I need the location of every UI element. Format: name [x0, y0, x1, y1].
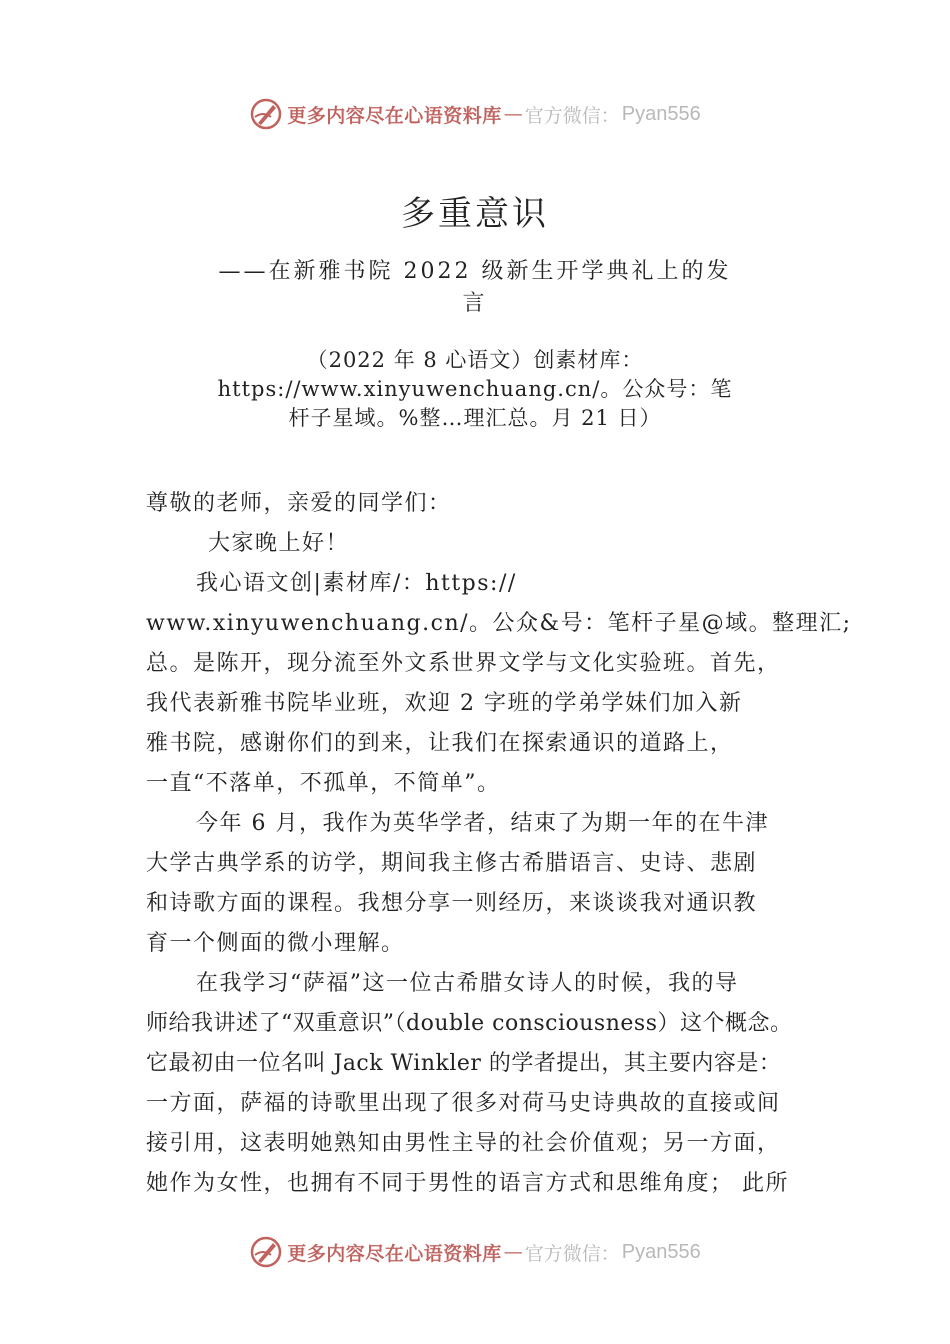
source-line: （2022 年 8 心语文）创素材库： — [306, 348, 644, 372]
greeting: 大家晚上好！ — [208, 531, 350, 556]
body-line: 我心语文创|素材库/：https:// — [196, 571, 517, 596]
document-title: 多重意识 — [401, 194, 549, 234]
quill-logo-icon — [249, 1235, 283, 1269]
document-subtitle — [205, 256, 745, 320]
subtitle-line: ——在新雅书院 2022 级新生开学典礼上的发 — [218, 259, 732, 284]
banner-dash: — — [503, 103, 523, 125]
body-line: 今年 6 月，我作为英华学者，结束了为期一年的在牛津 — [196, 811, 769, 836]
body-line: 雅书院，感谢你们的到来，让我们在探索通识的道路上， — [146, 731, 734, 756]
body-line: 和诗歌方面的课程。我想分享一则经历，来谈谈我对通识教 — [146, 891, 758, 916]
salutation: 尊敬的老师，亲爱的同学们： — [146, 491, 452, 516]
body-line: 总。是陈开，现分流至外文系世界文学与文化实验班。首先， — [146, 651, 781, 676]
body-line: 大学古典学系的访学，期间我主修古希腊语言、史诗、悲剧 — [146, 851, 758, 876]
banner-dash: — — [503, 1241, 523, 1263]
banner-wechat-label: 官方微信： — [524, 104, 620, 127]
quill-logo-icon — [249, 97, 283, 131]
subtitle-line: 言 — [462, 291, 488, 316]
source-line: https://www.xinyuwenchuang.cn/。公众号：笔 — [217, 377, 733, 401]
body-line: 接引用，这表明她熟知由男性主导的社会价值观；另一方面， — [146, 1131, 781, 1156]
body-line: 育一个侧面的微小理解。 — [146, 931, 405, 956]
banner-text: 更多内容尽在心语资料库 — [287, 1242, 502, 1265]
body-line: 师给我讲述了“双重意识”（double consciousness）这个概念。 — [146, 1011, 793, 1036]
document-body — [146, 484, 852, 1204]
banner-wechat-id: Pyan556 — [621, 102, 701, 125]
footer-watermark-banner — [0, 1232, 950, 1272]
body-line: 她作为女性，也拥有不同于男性的语言方式和思维角度； 此所 — [146, 1171, 789, 1196]
banner-wechat-label: 官方微信： — [524, 1242, 620, 1265]
source-line: 杆子星域。%整…理汇总。月 21 日） — [288, 406, 662, 430]
body-line: 我代表新雅书院毕业班，欢迎 2 字班的学弟学妹们加入新 — [146, 691, 743, 716]
body-line: 一直“不落单，不孤单，不简单”。 — [146, 771, 501, 796]
body-line: 它最初由一位名叫 Jack Winkler 的学者提出，其主要内容是： — [146, 1051, 782, 1076]
body-line: 在我学习“萨福”这一位古希腊女诗人的时候，我的导 — [196, 971, 739, 996]
banner-wechat-id: Pyan556 — [621, 1240, 701, 1263]
header-watermark-banner — [0, 94, 950, 134]
banner-text: 更多内容尽在心语资料库 — [287, 104, 502, 127]
body-line: www.xinyuwenchuang.cn/。公众&号：笔杆子星@域。整理汇; — [146, 611, 852, 636]
source-note — [195, 346, 755, 433]
body-line: 一方面，萨福的诗歌里出现了很多对荷马史诗典故的直接或间 — [146, 1091, 781, 1116]
